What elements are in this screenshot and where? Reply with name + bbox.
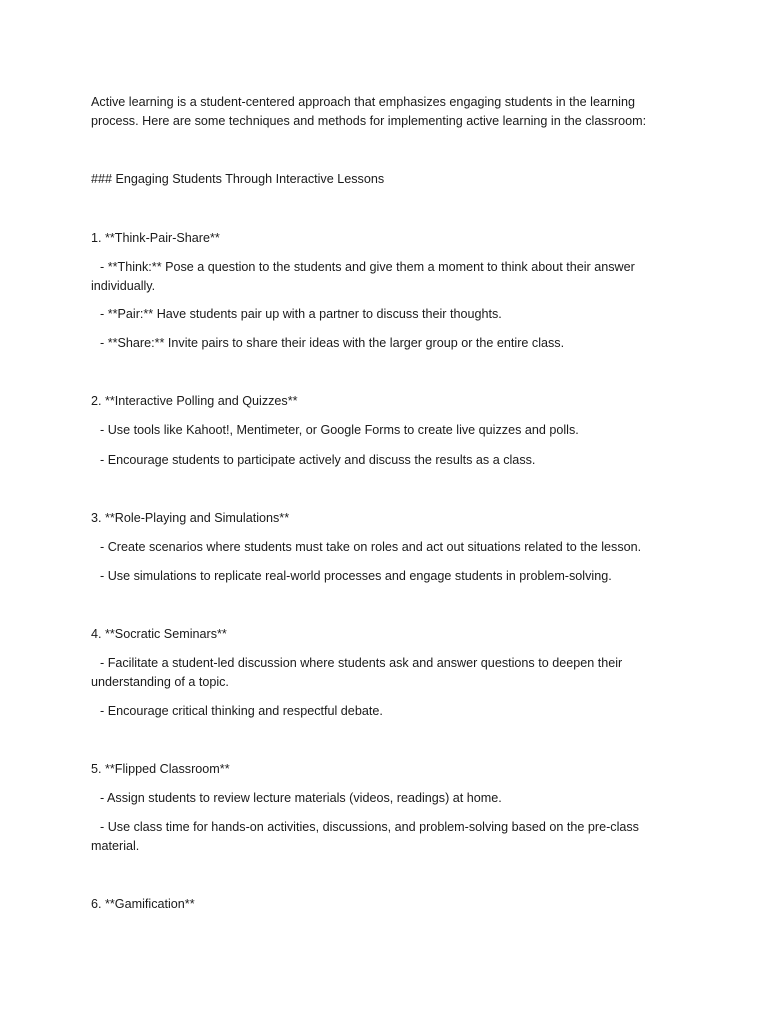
bullet-text: - Use simulations to replicate real-world processes and engage students in problem-solving. [100,569,612,583]
list-item-bullet [91,421,671,440]
list-item-bullet [91,789,671,808]
list-item-title: 6. **Gamification** [91,897,195,911]
bullet-text: - Encourage students to participate actively and discuss the results as a class. [100,453,536,467]
bullet-text: - Assign students to review lecture materials (videos, readings) at home. [100,791,502,805]
list-item-title: 2. **Interactive Polling and Quizzes** [91,394,298,408]
list-item-bullet [91,451,671,470]
bullet-text: - Use tools like Kahoot!, Mentimeter, or Google Forms to create live quizzes and polls. [100,423,579,437]
list-item-bullet [91,818,671,856]
bullet-text: - **Share:** Invite pairs to share their ideas with the larger group or the entire class. [100,336,565,350]
list-item-title: 1. **Think-Pair-Share** [91,231,220,245]
list-item-title: 4. **Socratic Seminars** [91,627,227,641]
list-item-bullet [91,305,671,324]
list-item-bullet [91,334,671,353]
list-item-bullet [91,567,671,586]
bullet-text: - Use class time for hands-on activities, discussions, and problem-solving based on the pre-class material. [91,820,639,853]
section-heading: ### Engaging Students Through Interactive Lessons [91,172,385,186]
bullet-text: - Create scenarios where students must take on roles and act out situations related to the lesson. [100,540,642,554]
list-item-bullet [91,258,671,296]
list-item-bullet [91,538,671,557]
list-item-title: 3. **Role-Playing and Simulations** [91,511,290,525]
bullet-text: - **Think:** Pose a question to the students and give them a moment to think about their answer individually. [91,260,635,293]
bullet-text: - Facilitate a student-led discussion where students ask and answer questions to deepen their understanding of a topic. [91,656,623,689]
bullet-text: - **Pair:** Have students pair up with a partner to discuss their thoughts. [100,307,502,321]
intro-paragraph: Active learning is a student-centered approach that emphasizes engaging students in the learning process. Here are some techniques and methods for implementing active learning in the classroom: [91,95,647,128]
bullet-text: - Encourage critical thinking and respectful debate. [100,704,383,718]
list-item-bullet [91,654,671,692]
list-item-title: 5. **Flipped Classroom** [91,762,230,776]
list-item-bullet [91,702,671,721]
